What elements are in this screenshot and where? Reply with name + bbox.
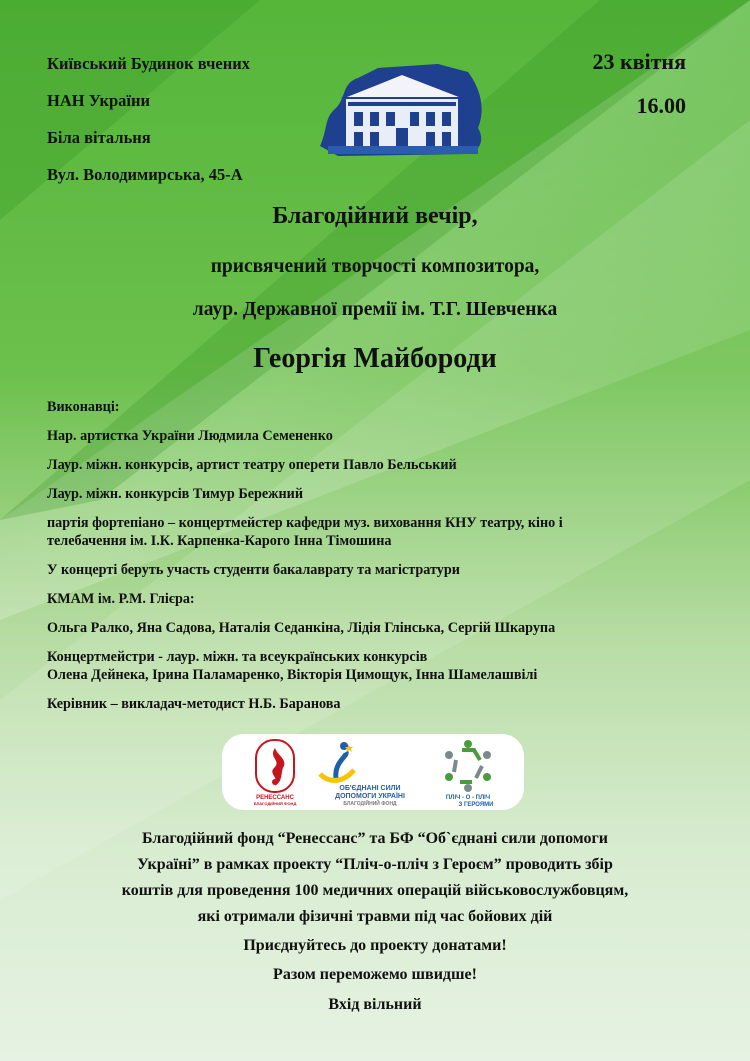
performer-line: партія фортепіано – концертмейстер кафедри муз. виховання КНУ театру, кіно і — [47, 515, 563, 531]
renaissance-subtitle: БЛАГОДІЙНИЙ ФОНД — [253, 801, 297, 806]
performer-line: Лаур. міжн. конкурсів, артист театру оперети Павло Бельський — [47, 457, 457, 473]
footer-line: Україні” в рамках проекту “Пліч-о-пліч з Героєм” проводить збір — [137, 856, 613, 873]
performer-line: Ольга Ралко, Яна Садова, Наталія Седанкіна, Лідія Глінська, Сергій Шкарупа — [47, 620, 556, 636]
footer-line: Благодійний фонд “Ренессанс” та БФ “Об`єднані сили допомоги — [142, 830, 608, 847]
event-subtitle-line: лаур. Державної премії ім. Т.Г. Шевченка — [192, 299, 558, 320]
performer-line: КМАМ ім. Р.М. Глієра: — [47, 591, 195, 607]
united-forces-name-1: ОБ'ЄДНАНІ СИЛИ — [339, 785, 401, 792]
event-time: 16.00 — [636, 93, 686, 118]
performer-line: Лаур. міжн. конкурсів Тимур Бережний — [47, 486, 303, 502]
footer-line: які отримали фізичні травми під час бойових дій — [197, 908, 553, 925]
plich-o-plich-logo — [428, 736, 508, 808]
venue-line: Біла вітальня — [47, 128, 151, 147]
event-title: Благодійний вечір, — [272, 203, 478, 229]
performer-line: Керівник – викладач-методист Н.Б. Баранова — [47, 696, 341, 712]
building-illustration — [318, 58, 488, 158]
performer-line: телебачення ім. І.К. Карпенка-Карого Інна Тімошина — [47, 533, 392, 549]
performer-line: Нар. артистка України Людмила Семененко — [47, 428, 333, 444]
plich-o-plich-name: ПЛІЧ - О - ПЛІЧ — [445, 795, 491, 801]
united-forces-logo — [314, 738, 414, 808]
footer-slogan: Разом переможемо швидше! — [273, 966, 477, 983]
composer-name: Георгія Майбороди — [253, 343, 497, 374]
venue-info — [47, 45, 250, 193]
renaissance-name: РЕНЕССАНС — [256, 795, 294, 801]
renaissance-logo — [250, 738, 300, 808]
event-subtitle-line: присвячений творчості композитора, — [210, 256, 540, 277]
partner-logos — [222, 734, 524, 810]
united-forces-name-2: ДОПОМОГИ УКРАЇНІ — [335, 793, 405, 800]
performer-line: Концертмейстри - лаур. міжн. та всеукраїнських конкурсів — [47, 649, 428, 665]
venue-line: НАН України — [47, 91, 150, 110]
footer-line: коштів для проведення 100 медичних операцій військовослужбовцям, — [121, 882, 629, 899]
united-forces-subtitle: БЛАГОДІЙНИЙ ФОНД — [343, 801, 397, 807]
plich-o-plich-subtitle: З ГЕРОЯМИ — [458, 802, 494, 808]
performer-line: Олена Дейнека, Ірина Паламаренко, Вікторія Цимощук, Інна Шамелашвілі — [47, 667, 538, 683]
footer-call-to-action: Приєднуйтесь до проекту донатами! — [243, 937, 507, 954]
performers-heading: Виконавці: — [47, 399, 120, 415]
performer-line: У концерті беруть участь студенти бакалаврату та магістратури — [47, 562, 460, 578]
event-date: 23 квітня — [592, 49, 686, 74]
venue-line: Київський Будинок вчених — [47, 54, 250, 73]
venue-line: Вул. Володимирська, 45-А — [47, 165, 243, 184]
free-entry-note: Вхід вільний — [328, 996, 422, 1013]
event-datetime — [592, 40, 686, 128]
